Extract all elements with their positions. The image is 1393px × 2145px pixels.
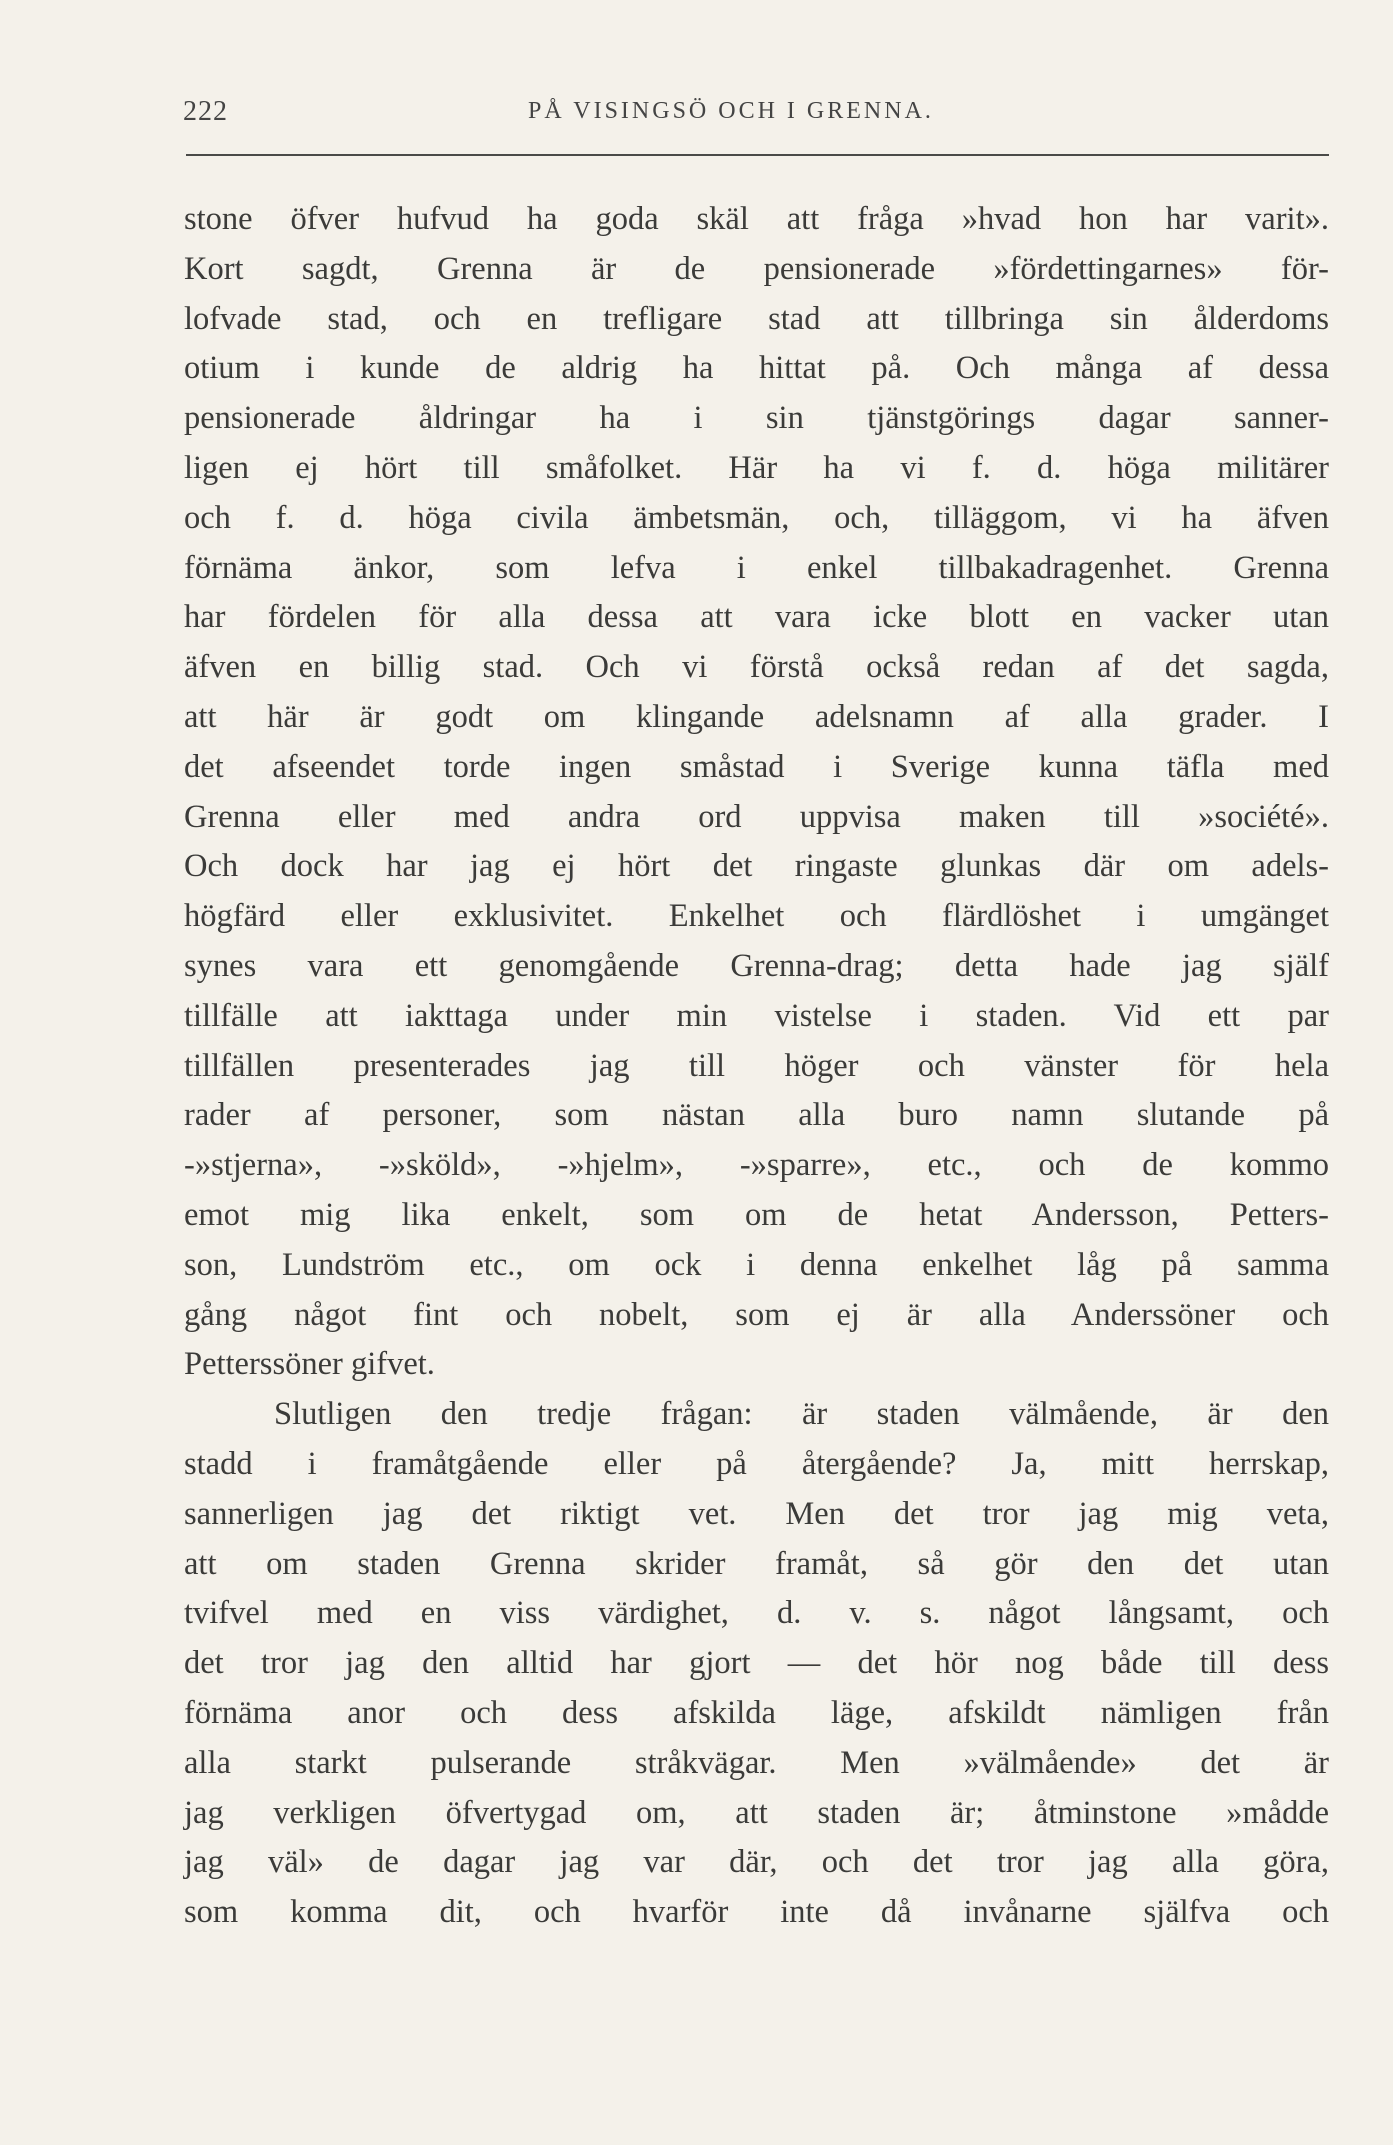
text-line: att här är godt om klingande adelsnamn af alla grader. I [184, 698, 1329, 735]
text-line: stone öfver hufvud ha goda skäl att fråga »hvad hon har varit». [184, 201, 1329, 237]
page-header [183, 96, 1333, 136]
text-line: det tror jag den alltid har gjort — det hör nog både till dess [184, 1645, 1329, 1682]
paragraph [184, 195, 1329, 1390]
text-line: pensionerade åldringar ha i sin tjänstgörings dagar sanner- [184, 400, 1329, 437]
running-head: PÅ VISINGSÖ OCH I GRENNA. [528, 98, 934, 124]
text-line: ligen ej hört till småfolket. Här ha vi f. d. höga militärer [184, 449, 1329, 486]
text-line: tillfälle att iakttaga under min vistelse i staden. Vid ett par [184, 997, 1329, 1034]
text-line: och f. d. höga civila ämbetsmän, och, tilläggom, vi ha äfven [184, 499, 1329, 536]
text-line: jag väl» de dagar jag var där, och det tror jag alla göra, [184, 1844, 1329, 1881]
text-line: tvifvel med en viss värdighet, d. v. s. något långsamt, och [184, 1595, 1329, 1632]
text-line: emot mig lika enkelt, som om de hetat Andersson, Petters- [184, 1196, 1329, 1233]
text-line: äfven en billig stad. Och vi förstå också redan af det sagda, [184, 649, 1329, 686]
text-line: har fördelen för alla dessa att vara icke blott en vacker utan [184, 599, 1329, 636]
text-line: högfärd eller exklusivitet. Enkelhet och flärdlöshet i umgänget [184, 898, 1329, 935]
text-line: Grenna eller med andra ord uppvisa maken till »société». [184, 798, 1329, 835]
text-line: otium i kunde de aldrig ha hittat på. Och många af dessa [184, 350, 1329, 387]
text-line: jag verkligen öfvertygad om, att staden är; åtminstone »mådde [184, 1794, 1329, 1831]
paragraph [184, 1390, 1329, 1938]
header-rule [186, 154, 1329, 156]
text-line: Petterssöner gifvet. [184, 1346, 435, 1383]
text-line: sannerligen jag det riktigt vet. Men det tror jag mig veta, [184, 1495, 1329, 1532]
text-line: synes vara ett genomgående Grenna-drag; detta hade jag själf [184, 947, 1329, 984]
text-line: Kort sagdt, Grenna är de pensionerade »fördettingarnes» för- [184, 250, 1329, 287]
text-line: lofvade stad, och en trefligare stad att tillbringa sin ålderdoms [184, 300, 1329, 337]
text-line: förnäma änkor, som lefva i enkel tillbakadragenhet. Grenna [184, 549, 1329, 586]
text-line: -»stjerna», -»sköld», -»hjelm», -»sparre», etc., och de kommo [184, 1147, 1329, 1184]
text-line: alla starkt pulserande stråkvägar. Men »välmående» det är [184, 1744, 1329, 1781]
text-line: stadd i framåtgående eller på återgående? Ja, mitt herrskap, [184, 1445, 1329, 1482]
text-line: son, Lundström etc., om ock i denna enkelhet låg på samma [184, 1246, 1329, 1283]
text-line: tillfällen presenterades jag till höger och vänster för hela [184, 1047, 1329, 1084]
text-line: rader af personer, som nästan alla buro namn slutande på [184, 1097, 1329, 1134]
text-line: gång något fint och nobelt, som ej är alla Anderssöner och [184, 1296, 1329, 1333]
text-line: Och dock har jag ej hört det ringaste glunkas där om adels- [184, 848, 1329, 885]
text-line: förnäma anor och dess afskilda läge, afskildt nämligen från [184, 1694, 1329, 1731]
body-text [184, 195, 1329, 1938]
page-number: 222 [183, 96, 228, 127]
text-line: Slutligen den tredje frågan: är staden välmående, är den [274, 1396, 1329, 1433]
text-line: det afseendet torde ingen småstad i Sverige kunna täfla med [184, 748, 1329, 785]
text-line: som komma dit, och hvarför inte då invånarne själfva och [184, 1894, 1329, 1931]
text-line: att om staden Grenna skrider framåt, så gör den det utan [184, 1545, 1329, 1582]
